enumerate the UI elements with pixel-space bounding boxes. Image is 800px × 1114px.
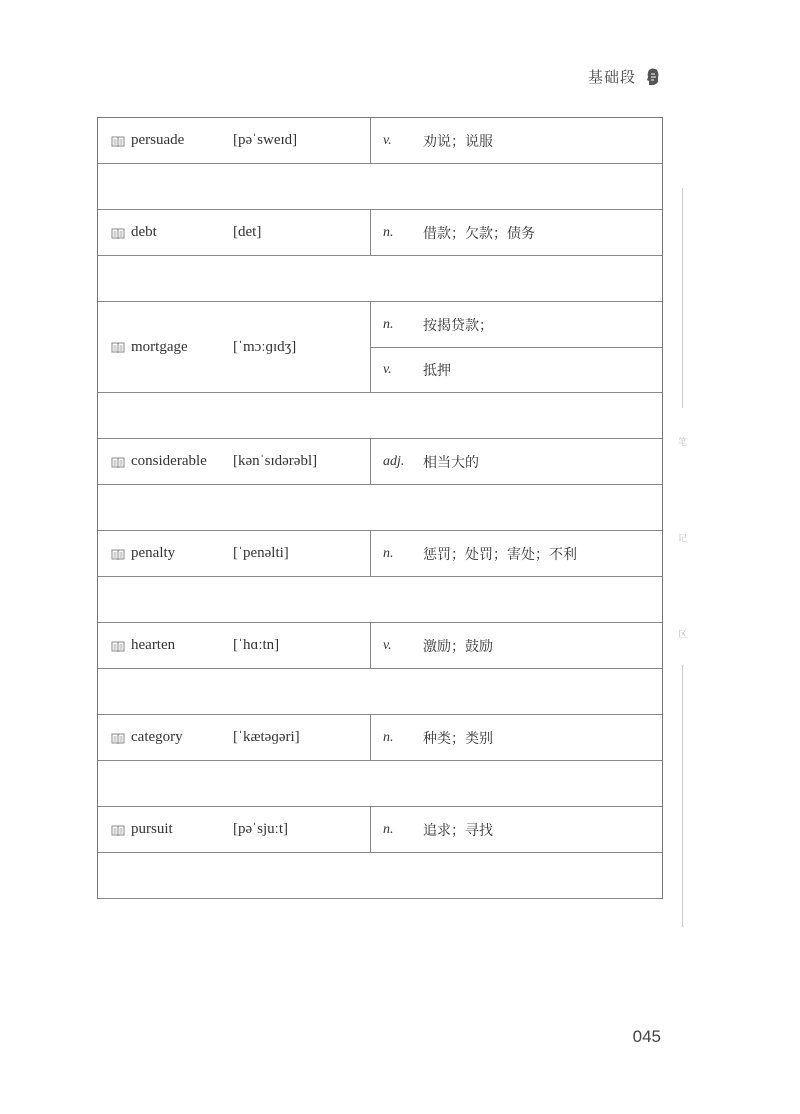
notes-row — [98, 853, 662, 899]
part-of-speech: adj. — [383, 453, 405, 469]
definitions — [371, 302, 662, 392]
word: mortgage — [131, 338, 188, 355]
book-icon — [111, 824, 125, 836]
phonetic: [det] — [233, 224, 262, 240]
word: pursuit — [131, 821, 173, 837]
vocab-row — [98, 531, 662, 577]
part-of-speech: v. — [383, 637, 392, 653]
part-of-speech: n. — [383, 729, 394, 745]
phonetic: [kənˈsɪdərəbl] — [233, 453, 318, 469]
word-cell — [98, 531, 371, 576]
definitions — [371, 807, 662, 852]
notes-label-char: 笔 — [678, 438, 688, 448]
vocab-row — [98, 623, 662, 669]
word: category — [131, 729, 183, 745]
word-cell — [98, 302, 371, 392]
word-cell — [98, 715, 371, 760]
meaning: 惩罚；处罚；害处；不利 — [423, 546, 577, 563]
notes-row — [98, 669, 662, 715]
notes-row — [98, 761, 662, 807]
definition-line — [371, 302, 662, 347]
meaning: 追求；寻找 — [423, 822, 493, 839]
word: penalty — [131, 545, 176, 561]
definition-line — [371, 347, 662, 392]
meaning: 抵押 — [423, 363, 451, 379]
book-icon — [111, 456, 125, 468]
phonetic: [pəˈsweɪd] — [233, 132, 298, 148]
phonetic: [ˈpenəlti] — [233, 545, 289, 561]
part-of-speech: n. — [383, 545, 394, 561]
definition-line — [371, 118, 662, 163]
definitions — [371, 715, 662, 760]
notes-divider-top — [682, 188, 683, 408]
definition-line — [371, 210, 662, 255]
notes-label-char: 记 — [678, 534, 688, 544]
vocab-row — [98, 439, 662, 485]
phonetic: [pəˈsjuːt] — [233, 821, 288, 837]
part-of-speech: v. — [383, 132, 392, 148]
vocab-row — [98, 715, 662, 761]
word: considerable — [131, 453, 207, 469]
definition-line — [371, 531, 662, 576]
vocab-row — [98, 210, 662, 256]
vocab-row — [98, 302, 662, 393]
notes-label-char: 区 — [678, 630, 688, 640]
definitions — [371, 439, 662, 484]
phonetic: [ˈkætəɡəri] — [233, 729, 300, 745]
vocabulary-table — [97, 117, 663, 899]
notes-row — [98, 485, 662, 531]
definitions — [371, 531, 662, 576]
definition-line — [371, 715, 662, 760]
phonetic: [ˈmɔːɡɪdʒ] — [233, 338, 297, 355]
page-header — [588, 66, 660, 87]
page-number: 045 — [632, 1027, 661, 1046]
meaning: 按揭贷款； — [423, 317, 493, 334]
word: debt — [131, 224, 157, 240]
definitions — [371, 210, 662, 255]
phonetic: [ˈhɑːtn] — [233, 637, 280, 653]
part-of-speech: v. — [383, 362, 392, 377]
book-icon — [111, 732, 125, 744]
meaning: 借款；欠款；债务 — [423, 225, 535, 242]
word-cell — [98, 210, 371, 255]
meaning: 相当大的 — [423, 454, 479, 471]
word-cell — [98, 439, 371, 484]
vocab-row — [98, 807, 662, 853]
word-cell — [98, 623, 371, 668]
definition-line — [371, 623, 662, 668]
vocab-row — [98, 118, 662, 164]
definitions — [371, 118, 662, 163]
notes-row — [98, 577, 662, 623]
meaning: 劝说；说服 — [423, 133, 493, 150]
notes-row — [98, 164, 662, 210]
word: hearten — [131, 637, 176, 653]
section-title: 基础段 — [587, 68, 636, 86]
notes-divider-bottom — [682, 665, 683, 927]
notes-row — [98, 393, 662, 439]
word-cell — [98, 118, 371, 163]
meaning: 激励；鼓励 — [423, 638, 493, 655]
word: persuade — [131, 132, 185, 148]
book-icon — [111, 640, 125, 652]
definition-line — [371, 807, 662, 852]
definitions — [371, 623, 662, 668]
part-of-speech: n. — [383, 316, 394, 332]
part-of-speech: n. — [383, 821, 394, 837]
book-icon — [111, 548, 125, 560]
book-icon — [111, 135, 125, 147]
definition-line — [371, 439, 662, 484]
notes-row — [98, 256, 662, 302]
word-cell — [98, 807, 371, 852]
book-icon — [111, 341, 125, 353]
meaning: 种类；类别 — [423, 730, 493, 747]
part-of-speech: n. — [383, 224, 394, 240]
head-silhouette-icon — [646, 68, 660, 86]
book-icon — [111, 227, 125, 239]
